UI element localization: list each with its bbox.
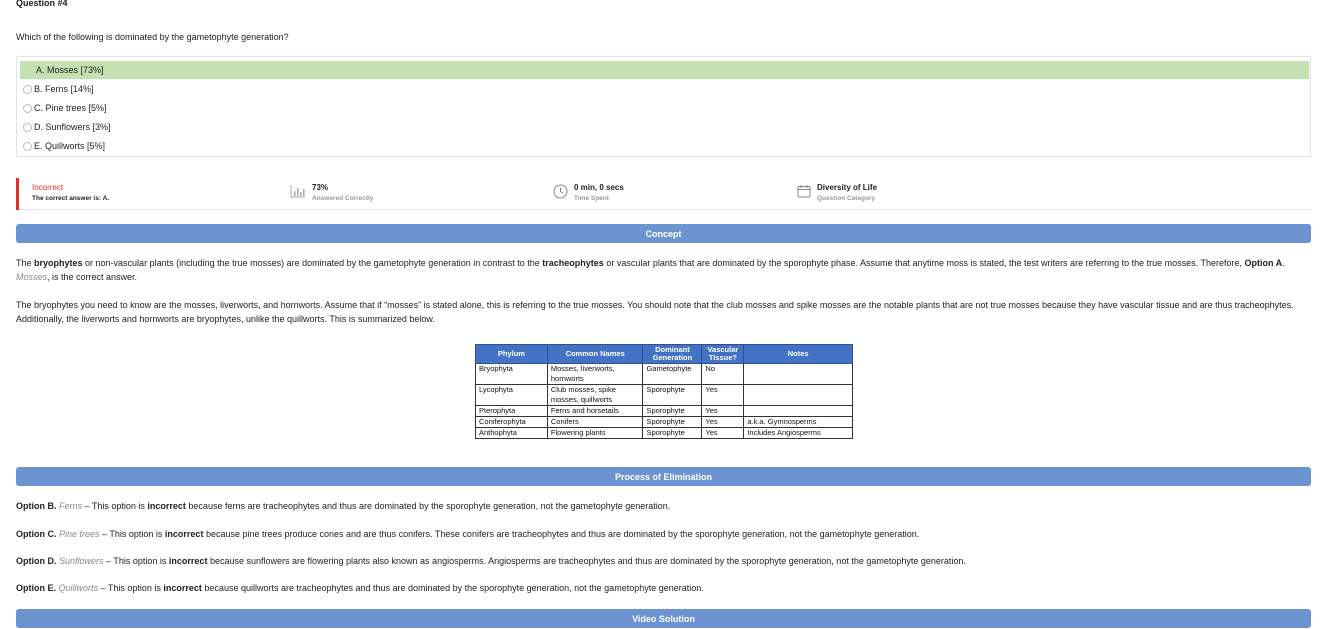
table-cell: Sporophyte — [643, 428, 702, 439]
percent-correct — [312, 183, 373, 202]
table-row — [476, 417, 853, 428]
phyla-table — [475, 344, 853, 439]
calendar-icon — [797, 184, 811, 198]
table-header: Notes — [744, 345, 853, 364]
table-cell: Yes — [702, 428, 744, 439]
category-label: Question Category — [817, 195, 876, 202]
table-row — [476, 364, 853, 385]
table-cell: No — [702, 364, 744, 385]
status-text: Incorrect — [32, 183, 64, 192]
table-cell: Yes — [702, 417, 744, 428]
option-label: E. Quillworts [5%] — [34, 141, 106, 151]
elimination-option-c: Option C. Pine trees – This option is incorrect because pine trees produce cones and are thus conifers. These conifers are tracheophytes and thus are dominated by the sporophyte generation, not the gametophyte generation. — [16, 529, 920, 539]
incorrect-indicator — [16, 178, 19, 210]
table-cell: Gametophyte — [643, 364, 702, 385]
table-cell: Mosses, liverworts, hornworts — [547, 364, 643, 385]
table-cell: Pterophyta — [476, 406, 548, 417]
question-number: Question #4 — [16, 0, 68, 8]
table-row — [476, 385, 853, 406]
table-row — [476, 406, 853, 417]
percent-value: 73% — [312, 183, 329, 192]
elimination-header: Process of Elimination — [16, 467, 1311, 486]
table-cell: Ferns and horsetails — [547, 406, 643, 417]
table-cell — [744, 364, 853, 385]
time-label: Time Spent — [574, 195, 609, 202]
table-cell: Yes — [702, 406, 744, 417]
table-cell: Flowering plants — [547, 428, 643, 439]
elimination-option-b: Option B. Ferns – This option is incorrect because ferns are tracheophytes and thus are dominated by the sporophyte generation, not the gametophyte generation. — [16, 501, 671, 511]
table-cell: Lycophyta — [476, 385, 548, 406]
option-d[interactable] — [20, 118, 1309, 136]
time-spent — [574, 183, 624, 202]
table-cell: a.k.a. Gymnosperms — [744, 417, 853, 428]
option-label: D. Sunflowers [3%] — [34, 122, 111, 132]
question-text: Which of the following is dominated by the gametophyte generation? — [16, 32, 289, 42]
radio-icon[interactable] — [23, 85, 32, 94]
option-c[interactable] — [20, 99, 1309, 117]
answer-options — [16, 56, 1311, 157]
result-summary — [16, 178, 1311, 210]
table-header-row — [476, 345, 853, 364]
concept-paragraph-2: The bryophytes you need to know are the mosses, liverworts, and hornworts. Assume that if “mosses” is stated alone, this is referring to the true mosses. You should note that the club mosses and spike mosses are the notable plants that are not true mosses because they have vascular tissue and are thus tracheophytes. Additionally, the liverworts and hornworts are bryophytes, unlike the quillworts. This is summarized below. — [16, 300, 1294, 324]
concept-header: Concept — [16, 224, 1311, 243]
table-header: Vascular Tissue? — [702, 345, 744, 364]
table-cell: Club mosses, spike mosses, quillworts — [547, 385, 643, 406]
concept-paragraph-1: The bryophytes or non-vascular plants (including the true mosses) are dominated by the gametophyte generation in contrast to the tracheophytes or vascular plants that are dominated by the sporophyte phase. Assume that anytime moss is stated, the test writers are referring to the true mosses. Therefore, Option A. Mosses, is the correct answer. — [16, 258, 1285, 282]
table-header: Dominant Generation — [643, 345, 702, 364]
table-cell: Sporophyte — [643, 417, 702, 428]
bar-chart-icon — [290, 184, 306, 198]
option-e[interactable] — [20, 137, 1309, 155]
table-cell: Sporophyte — [643, 385, 702, 406]
table-cell: Yes — [702, 385, 744, 406]
radio-icon[interactable] — [23, 123, 32, 132]
table-cell: Conifers — [547, 417, 643, 428]
table-cell: Bryophyta — [476, 364, 548, 385]
video-solution-header[interactable]: Video Solution — [16, 609, 1311, 628]
table-cell — [744, 406, 853, 417]
percent-label: Answered Correctly — [312, 195, 374, 202]
option-a[interactable] — [20, 61, 1309, 79]
result-status — [32, 183, 109, 202]
time-value: 0 min, 0 secs — [574, 183, 624, 192]
elimination-option-e: Option E. Quillworts – This option is incorrect because quillworts are tracheophytes and thus are dominated by the sporophyte generation, not the gametophyte generation. — [16, 583, 704, 593]
table-cell: Includes Angiosperms — [744, 428, 853, 439]
table-cell: Anthophyta — [476, 428, 548, 439]
table-cell: Coniferophyta — [476, 417, 548, 428]
table-row — [476, 428, 853, 439]
option-label: C. Pine trees [5%] — [34, 103, 107, 113]
option-label: A. Mosses [73%] — [36, 65, 104, 75]
correct-answer-text: The correct answer is: A. — [32, 195, 110, 202]
table-cell: Sporophyte — [643, 406, 702, 417]
category-value: Diversity of Life — [817, 183, 878, 192]
option-label: B. Ferns [14%] — [34, 84, 94, 94]
table-header: Common Names — [547, 345, 643, 364]
radio-icon[interactable] — [23, 104, 32, 113]
clock-icon — [553, 184, 568, 199]
radio-icon[interactable] — [23, 142, 32, 151]
table-cell — [744, 385, 853, 406]
elimination-option-d: Option D. Sunflowers – This option is incorrect because sunflowers are flowering plants also known as angiosperms. Angiosperms are tracheophytes and thus are dominated by the sporophyte generation, not the gametophyte generation. — [16, 556, 966, 566]
option-b[interactable] — [20, 80, 1309, 98]
question-category — [817, 183, 877, 202]
table-header: Phylum — [476, 345, 548, 364]
